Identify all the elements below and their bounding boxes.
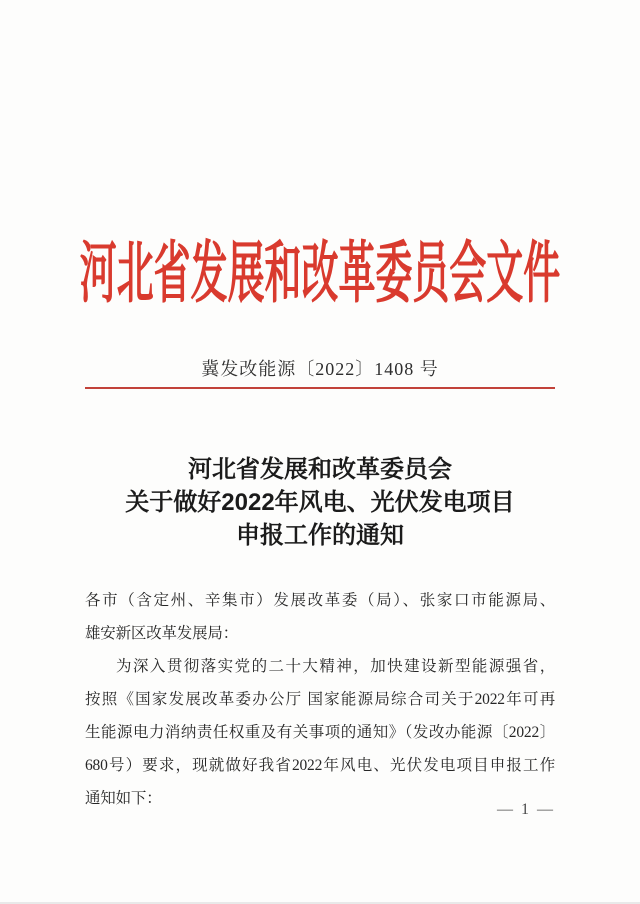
title-line-2: 关于做好2022年风电、光伏发电项目 bbox=[125, 489, 515, 516]
salutation-line: 雄安新区改革发展局： bbox=[85, 625, 239, 642]
page-number: — 1 — bbox=[497, 801, 555, 818]
body-line: 生能源电力消纳责任权重及有关事项的通知》（发改办能源〔2022〕 bbox=[85, 724, 555, 741]
body-line: 680号）要求，现就做好我省2022年风电、光伏发电项目申报工作 bbox=[85, 757, 555, 774]
title-line-3: 申报工作的通知 bbox=[236, 522, 404, 549]
body-line: 为深入贯彻落实党的二十大精神，加快建设新型能源强省， bbox=[116, 658, 555, 675]
body-line: 通知如下： bbox=[85, 790, 162, 807]
red-divider bbox=[85, 387, 555, 389]
body-line: 按照《国家发展改革委办公厅 国家能源局综合司关于2022年可再 bbox=[85, 691, 555, 708]
document-body bbox=[85, 584, 555, 815]
agency-banner-title: 河北省发展和改革委员会文件 bbox=[79, 235, 561, 311]
salutation-line: 各市（含定州、辛集市）发展改革委（局）、张家口市能源局、 bbox=[85, 592, 555, 609]
doc-number: 冀发改能源〔2022〕1408 号 bbox=[201, 359, 439, 379]
title-line-1: 河北省发展和改革委员会 bbox=[188, 456, 452, 483]
document-title bbox=[0, 453, 640, 552]
